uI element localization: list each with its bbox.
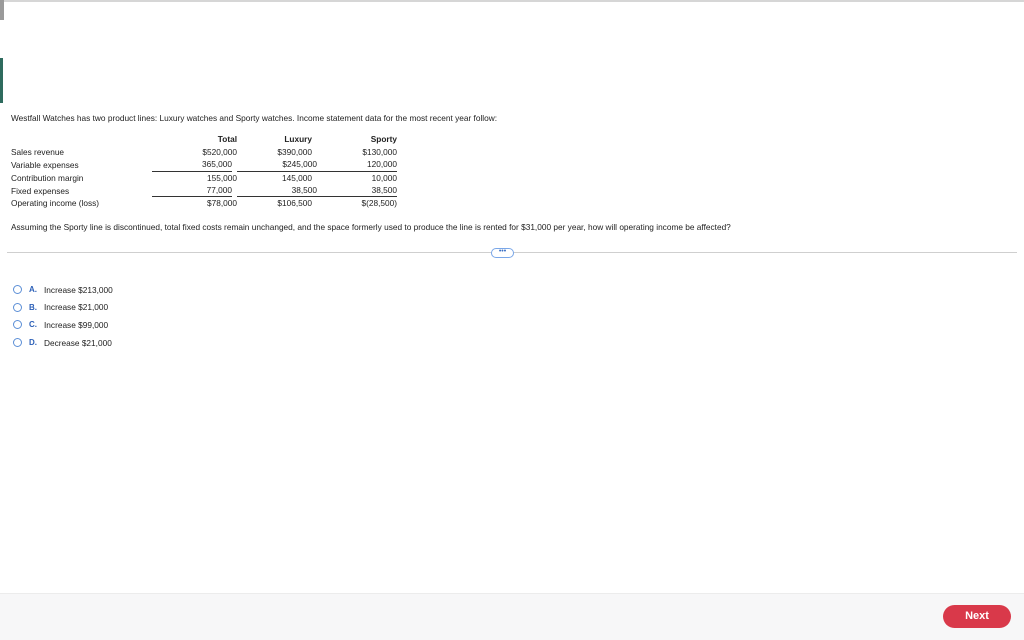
radio-icon[interactable]	[13, 303, 22, 312]
header-luxury: Luxury	[284, 134, 312, 144]
left-accent-bar	[0, 58, 3, 103]
table-row-sales	[11, 146, 411, 159]
row-label: Fixed expenses	[11, 185, 70, 196]
row-label: Operating income (loss)	[11, 198, 100, 209]
cell-luxury: 145,000	[282, 172, 312, 183]
question-prompt: Assuming the Sporty line is discontinued, total fixed costs remain unchanged, and the space formerly used to produce the line is rented for $31,000 per year, how will operating income be affected?	[11, 222, 731, 232]
cell-total: 365,000	[152, 159, 232, 172]
income-statement-table	[11, 133, 411, 210]
cell-sporty: $130,000	[362, 146, 397, 157]
cell-total: 155,000	[207, 172, 237, 183]
header-total: Total	[217, 134, 237, 144]
option-letter: C.	[29, 320, 37, 330]
option-text: Decrease $21,000	[44, 337, 112, 348]
table-row-variable	[11, 159, 411, 172]
table-row-operating	[11, 197, 411, 210]
radio-icon[interactable]	[13, 285, 22, 294]
header-sporty: Sporty	[370, 134, 397, 144]
cell-luxury: $390,000	[277, 146, 312, 157]
option-letter: A.	[29, 285, 37, 295]
footer-bar	[0, 593, 1024, 640]
cell-total: $520,000	[202, 146, 237, 157]
top-left-tick	[0, 0, 4, 20]
table-header-row	[11, 133, 411, 146]
footer-divider	[0, 593, 1024, 594]
cell-sporty: 120,000	[317, 159, 397, 172]
option-letter: B.	[29, 302, 37, 312]
cell-luxury: $106,500	[277, 198, 312, 209]
table-row-contribution	[11, 172, 411, 185]
cell-sporty: 38,500	[317, 185, 397, 198]
option-c[interactable]	[13, 316, 113, 334]
option-a[interactable]	[13, 281, 113, 299]
cell-sporty: $(28,500)	[361, 198, 397, 209]
cell-total: 77,000	[152, 185, 232, 198]
option-text: Increase $21,000	[44, 302, 109, 313]
cell-luxury: $245,000	[237, 159, 317, 172]
option-text: Increase $213,000	[44, 284, 113, 295]
option-letter: D.	[29, 338, 37, 348]
radio-icon[interactable]	[13, 320, 22, 329]
top-border	[0, 0, 1024, 2]
option-text: Increase $99,000	[44, 319, 109, 330]
row-label: Variable expenses	[11, 159, 79, 170]
radio-icon[interactable]	[13, 338, 22, 347]
row-label: Sales revenue	[11, 146, 65, 157]
option-d[interactable]	[13, 334, 113, 352]
answer-options	[13, 281, 113, 351]
question-intro: Westfall Watches has two product lines: Luxury watches and Sporty watches. Income statement data for the most recent year follow:	[11, 113, 498, 123]
table-row-fixed	[11, 185, 411, 198]
cell-sporty: 10,000	[371, 172, 397, 183]
row-label: Contribution margin	[11, 172, 84, 183]
next-button[interactable]: Next	[943, 605, 1011, 628]
cell-luxury: 38,500	[237, 185, 317, 198]
cell-total: $78,000	[207, 198, 237, 209]
option-b[interactable]	[13, 299, 113, 317]
expand-button[interactable]: •••	[491, 248, 514, 258]
